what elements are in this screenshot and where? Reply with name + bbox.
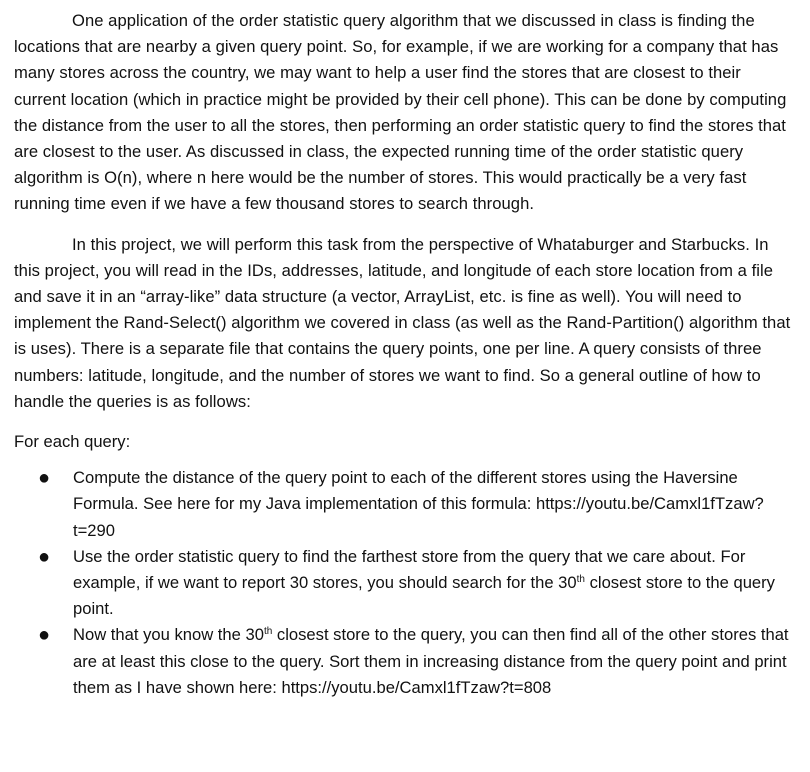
step-text: Use the order statistic query to find the farthest store from the query that we care about. For example, if we want to report 30 stores, you should search for the 30 xyxy=(73,546,746,593)
bullet-icon: ● xyxy=(38,624,51,647)
list-item xyxy=(14,544,796,623)
list-item xyxy=(14,622,796,701)
list-item xyxy=(14,465,796,544)
query-lead-text: For each query: xyxy=(14,432,131,452)
ordinal-suffix: th xyxy=(263,626,273,638)
step-text-cont: closest store to the query point. xyxy=(73,573,775,619)
ordinal-suffix: th xyxy=(576,574,585,586)
step-text: Now that you know the 30 xyxy=(73,625,264,645)
intro-paragraph: One application of the order statistic query algorithm that we discussed in class is finding the locations that are nearby a given query point. So, for example, if we are working for a company that has many stores across the country, we may want to help a user find the stores that are closest to their current location (which in practice might be provided by their cell phone). This can be done by computing the distance from the user to all the stores, then performing an order statistic query to find the stores that are closest to the user. As discussed in class, the expected running time of the order statistic query algorithm is O(n), where n here would be the number of stores. This would practically be a very fast running time even if we have a few thousand stores to search through. xyxy=(14,11,787,214)
bullet-icon: ● xyxy=(38,545,51,568)
step-text: Compute the distance of the query point to each of the different stores using the Haversine Formula. See here for my Java implementation of this formula: https://youtu.be/Camxl1fTzaw?t=290 xyxy=(73,468,764,540)
project-paragraph: In this project, we will perform this task from the perspective of Whataburger and Starbucks. In this project, you will read in the IDs, addresses, latitude, and longitude of each store location from a file and save it in an “array-like” data structure (a vector, ArrayList, etc. is fine as well). You will need to implement the Rand-Select() algorithm we covered in class (as well as the Rand-Partition() algorithm that is uses). There is a separate file that contains the query points, one per line. A query consists of three numbers: latitude, longitude, and the number of stores we want to find. So a general outline of how to handle the queries is as follows: xyxy=(14,234,791,411)
bullet-icon: ● xyxy=(38,467,51,490)
query-steps-list xyxy=(14,465,796,701)
step-text-cont: closest store to the query, you can then find all of the other stores that are at least this close to the query. Sort them in increasing distance from the query point and print them as I have shown here: https://youtu.be/Camxl1fTzaw?t=808 xyxy=(73,625,789,697)
